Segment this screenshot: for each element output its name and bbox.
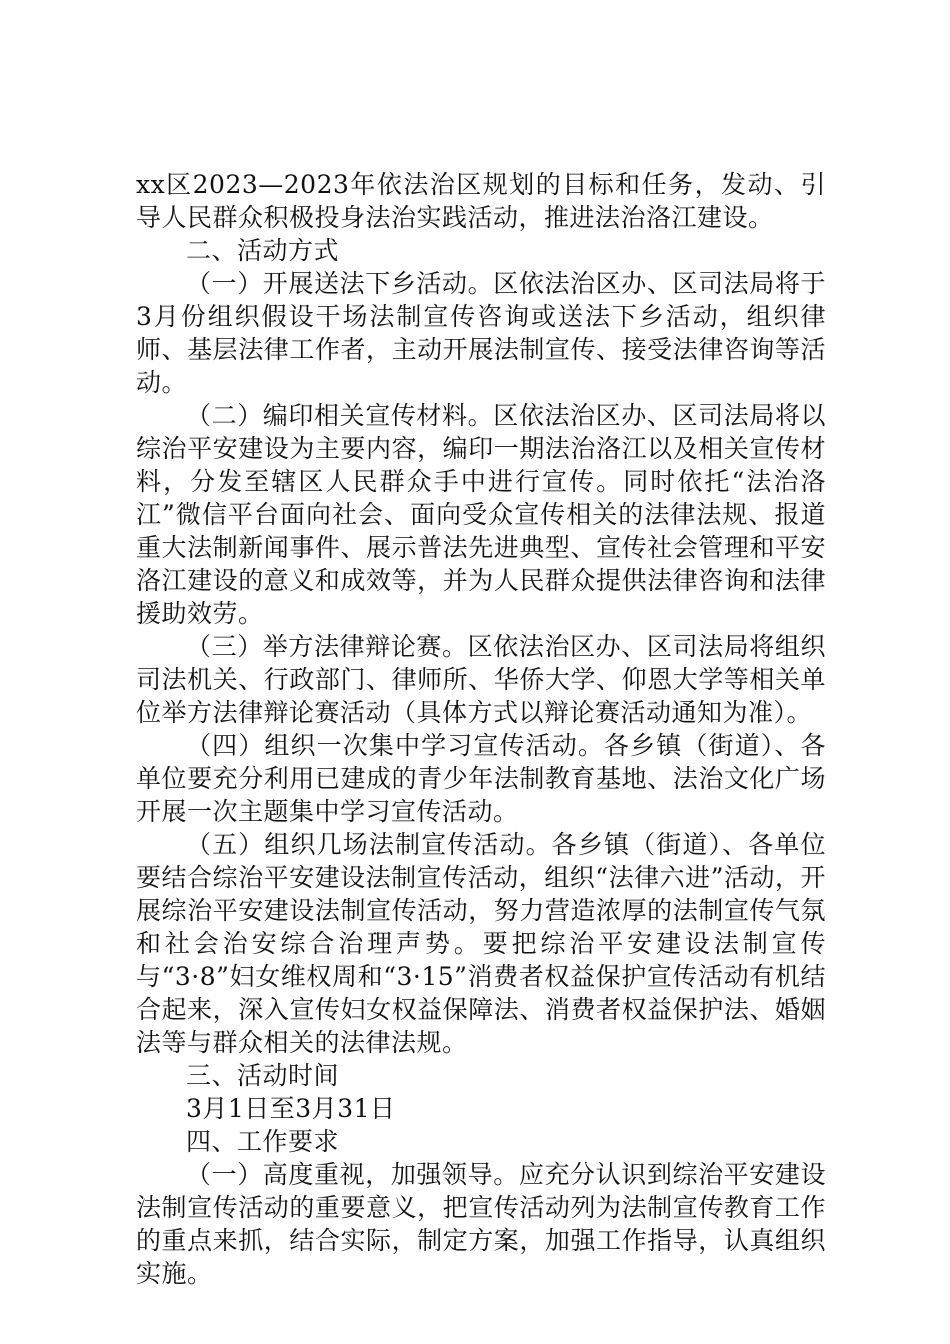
paragraph-method-3: （三）举方法律辩论赛。区依法治区办、区司法局将组织司法机关、行政部门、律师所、华侨大学、仰恩大学等相关单位举方法律辩论赛活动（具体方式以辩论赛活动通知为准）。 [136, 632, 826, 727]
paragraph-continuation: xx区2023—2023年依法治区规划的目标和任务，发动、引导人民群众积极投身法治实践活动，推进法治洛江建设。 [136, 170, 826, 232]
paragraph-requirement-1: （一）高度重视，加强领导。应充分认识到综治平安建设法制宣传活动的重要意义，把宣传活动列为法制宣传教育工作的重点来抓，结合实际，制定方案，加强工作指导，认真组织实施。 [136, 1160, 826, 1288]
section-heading-work-requirements: 四、工作要求 [186, 1127, 340, 1156]
section-heading-activity-time: 三、活动时间 [186, 1061, 340, 1090]
paragraph-method-2: （二）编印相关宣传材料。区依法治区办、区司法局将以综治平安建设为主要内容，编印一期法治洛江以及相关宣传材料，分发至辖区人民群众手中进行宣传。同时依托“法治洛江”微信平台面向社会、面向受众宣传相关的法律法规、报道重大法制新闻事件、展示普法先进典型、宣传社会管理和平安洛江建设的意义和成效等，并为人民群众提供法律咨询和法律援助效劳。 [136, 401, 826, 628]
paragraph-method-4: （四）组织一次集中学习宣传活动。各乡镇（街道）、各单位要充分利用已建成的青少年法制教育基地、法治文化广场开展一次主题集中学习宣传活动。 [136, 731, 826, 826]
section-heading-activity-methods: 二、活动方式 [186, 236, 340, 265]
document-body [136, 168, 826, 1290]
paragraph-activity-dates: 3月1日至3月31日 [186, 1094, 396, 1123]
paragraph-method-1: （一）开展送法下乡活动。区依法治区办、区司法局将于3月份组织假设干场法制宣传咨询或送法下乡活动，组织律师、基层法律工作者，主动开展法制宣传、接受法律咨询等活动。 [136, 269, 826, 397]
paragraph-method-5: （五）组织几场法制宣传活动。各乡镇（街道）、各单位要结合综治平安建设法制宣传活动，组织“法律六进”活动，开展综治平安建设法制宣传活动，努力营造浓厚的法制宣传气氛和社会治安综合治理声势。要把综治平安建设法制宣传与“3·8”妇女维权周和“3·15”消费者权益保护宣传活动有机结合起来，深入宣传妇女权益保障法、消费者权益保护法、婚姻法等与群众相关的法律法规。 [136, 830, 826, 1057]
